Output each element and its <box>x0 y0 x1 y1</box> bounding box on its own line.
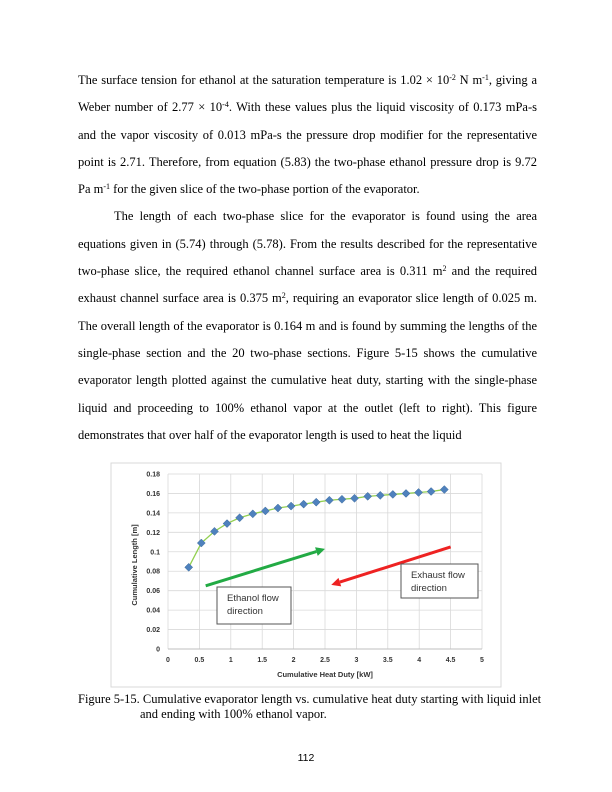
paragraph-1: The surface tension for ethanol at the saturation temperature is $1.02 \times 10^{-2}$ N $m^{-1}$, giving a Weber number of $2.77 \times 10^{-4}$. With these values plus the liquid viscosity of 0.173 mPa-s and the vapor viscosity of 0.013 mPa-s the pressure drop modifier for the representative point is 2.71. Therefore, from equation (5.83) the two-phase ethanol pressure drop is 9.72 Pa $m^{-1}$ for the given slice of the two-phase portion of the evaporator. <box>78 73 537 197</box>
caption-line-1: Figure 5-15. Cumulative evaporator length vs. cumulative heat duty starting with liquid inlet <box>78 692 542 706</box>
y-tick-label: 0.16 <box>146 490 160 498</box>
y-tick-label: 0.02 <box>146 627 160 635</box>
chart-container <box>110 462 502 688</box>
y-axis-label: Cumulative Length [m] <box>130 524 139 606</box>
cumulative-length-chart <box>110 462 502 688</box>
caption-line-2: and ending with 100% ethanol vapor. <box>140 707 327 721</box>
y-tick-label: 0.1 <box>150 549 160 557</box>
y-tick-label: 0.06 <box>146 588 160 596</box>
body-text <box>78 67 537 459</box>
y-tick-label: 0 <box>156 646 160 654</box>
x-tick-label: 0 <box>166 657 170 664</box>
x-tick-label: 0.5 <box>194 657 205 664</box>
x-tick-label: 1 <box>228 657 233 664</box>
x-tick-label: 3 <box>354 657 359 664</box>
y-tick-label: 0.14 <box>146 510 160 518</box>
ethanol-flow-label-line2: direction <box>227 606 263 617</box>
x-tick-label: 1.5 <box>257 657 268 664</box>
x-tick-label: 3.5 <box>382 657 393 664</box>
x-tick-label: 5 <box>480 657 484 664</box>
x-axis-label: Cumulative Heat Duty [kW] <box>277 670 373 679</box>
exhaust-flow-label-line2: direction <box>411 583 447 594</box>
page-number: 112 <box>297 752 315 764</box>
exhaust-flow-label-line1: Exhaust flow <box>411 570 465 581</box>
y-tick-label: 0.18 <box>146 471 160 479</box>
y-tick-label: 0.04 <box>146 607 160 615</box>
ethanol-flow-label-line1: Ethanol flow <box>227 593 279 604</box>
x-tick-label: 2.5 <box>320 657 330 664</box>
page-content <box>78 67 542 764</box>
y-tick-label: 0.12 <box>146 529 160 537</box>
paragraph-2: The length of each two-phase slice for the evaporator is found using the area equations given in (5.74) through (5.78). From the results described for the representative two-phase slice, the required ethanol channel surface area is 0.311 $m^2$ and the required exhaust channel surface area is 0.375 $m^2$, requiring an evaporator slice length of 0.025 m. The overall length of the evaporator is 0.164 m and is found by summing the lengths of the single-phase section and the 20 two-phase sections. Figure 5-15 shows the cumulative evaporator length plotted against the cumulative heat duty, starting with the single-phase liquid and proceeding to 100% ethanol vapor at the outlet (left to right). This figure demonstrates that over half of the evaporator length is used to heat the liquid <box>78 209 537 442</box>
x-tick-label: 2 <box>291 657 296 664</box>
x-tick-label: 4 <box>417 657 422 664</box>
y-tick-label: 0.08 <box>146 568 160 576</box>
figure-caption <box>78 692 548 722</box>
x-tick-label: 4.5 <box>445 657 456 664</box>
